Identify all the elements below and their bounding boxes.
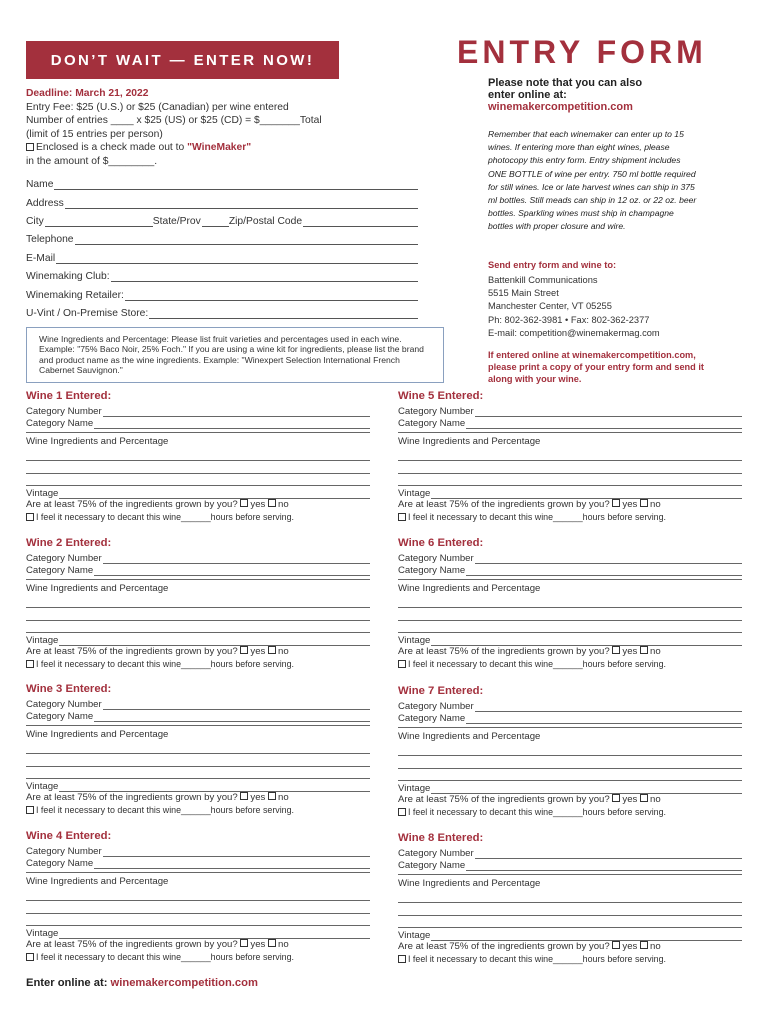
- decant-line[interactable]: I feel it necessary to decant this wine______hours before serving.: [398, 953, 742, 966]
- yes-checkbox-icon[interactable]: [240, 646, 248, 654]
- category-name-field[interactable]: Category Name: [26, 857, 370, 870]
- entry-limit: (limit of 15 entries per person): [26, 128, 163, 140]
- wine-title: Wine 3 Entered:: [26, 683, 112, 695]
- footer: Enter online at: winemakercompetition.com: [26, 977, 258, 989]
- category-number-field[interactable]: Category Number: [398, 699, 742, 712]
- vintage-field[interactable]: Vintage: [26, 486, 370, 499]
- category-number-field[interactable]: Category Number: [398, 551, 742, 564]
- category-name-field[interactable]: Category Name: [26, 564, 370, 577]
- page-title: ENTRY FORM: [457, 34, 707, 70]
- wine-title: Wine 5 Entered:: [398, 390, 484, 402]
- wine-title: Wine 8 Entered:: [398, 832, 484, 844]
- ingredients-line[interactable]: [26, 596, 370, 609]
- ingredients-line[interactable]: [398, 621, 742, 634]
- yes-checkbox-icon[interactable]: [240, 792, 248, 800]
- ingredients-label: Wine Ingredients and Percentage: [398, 436, 541, 447]
- address-field[interactable]: Address: [26, 196, 418, 209]
- online-entry-link[interactable]: winemakercompetition.com: [488, 101, 633, 113]
- category-name-line[interactable]: [26, 429, 370, 433]
- on-premise-store-field[interactable]: U-Vint / On-Premise Store:: [26, 306, 418, 319]
- category-name-field[interactable]: Category Name: [26, 710, 370, 723]
- category-name-line[interactable]: [398, 576, 742, 580]
- ingredients-line[interactable]: [26, 474, 370, 487]
- checkbox-icon[interactable]: [26, 513, 34, 521]
- city-state-zip-field[interactable]: City State/Prov Zip/Postal Code: [26, 214, 418, 227]
- grown-question: Are at least 75% of the ingredients grown by you? yes no: [398, 498, 661, 510]
- decant-line[interactable]: I feel it necessary to decant this wine______hours before serving.: [26, 804, 370, 817]
- category-name-field[interactable]: Category Name: [398, 564, 742, 577]
- category-name-field[interactable]: Category Name: [398, 417, 742, 430]
- wine-title: Wine 7 Entered:: [398, 685, 484, 697]
- decant-line[interactable]: I feel it necessary to decant this wine______hours before serving.: [26, 951, 370, 964]
- ingredients-label: Wine Ingredients and Percentage: [398, 583, 541, 594]
- checkbox-icon[interactable]: [26, 660, 34, 668]
- ingredients-line[interactable]: [398, 903, 742, 916]
- ingredients-line[interactable]: [26, 914, 370, 927]
- ingredients-line[interactable]: [26, 461, 370, 474]
- no-checkbox-icon[interactable]: [268, 499, 276, 507]
- check-amount: in the amount of $________.: [26, 155, 158, 167]
- ingredients-line[interactable]: [398, 769, 742, 782]
- decant-line[interactable]: I feel it necessary to decant this wine______hours before serving.: [398, 806, 742, 819]
- grown-question: Are at least 75% of the ingredients grown by you? yes no: [26, 938, 289, 950]
- ingredients-line[interactable]: [398, 608, 742, 621]
- category-name-line[interactable]: [26, 869, 370, 873]
- checkbox-icon[interactable]: [398, 660, 406, 668]
- ingredients-label: Wine Ingredients and Percentage: [26, 876, 169, 887]
- grown-question: Are at least 75% of the ingredients grown by you? yes no: [26, 791, 289, 803]
- category-name-line[interactable]: [26, 576, 370, 580]
- wine-title: Wine 2 Entered:: [26, 537, 112, 549]
- ingredients-label: Wine Ingredients and Percentage: [26, 729, 169, 740]
- decant-line[interactable]: I feel it necessary to decant this wine______hours before serving.: [26, 511, 370, 524]
- no-checkbox-icon[interactable]: [640, 646, 648, 654]
- ingredients-line[interactable]: [26, 742, 370, 755]
- online-note-heading: Please note that you can also enter online at:: [488, 77, 643, 101]
- checkbox-icon[interactable]: [398, 513, 406, 521]
- checkbox-icon[interactable]: [398, 955, 406, 963]
- checkbox-icon[interactable]: [26, 806, 34, 814]
- category-name-line[interactable]: [398, 429, 742, 433]
- deadline: Deadline: March 21, 2022: [26, 88, 149, 99]
- ingredients-line[interactable]: [398, 461, 742, 474]
- vintage-field[interactable]: Vintage: [398, 633, 742, 646]
- no-checkbox-icon[interactable]: [640, 941, 648, 949]
- wine-entry-1: [26, 389, 370, 524]
- wine-title: Wine 4 Entered:: [26, 830, 112, 842]
- name-field[interactable]: Name: [26, 177, 418, 190]
- ingredients-line[interactable]: [398, 474, 742, 487]
- ingredients-line[interactable]: [26, 608, 370, 621]
- no-checkbox-icon[interactable]: [268, 646, 276, 654]
- category-number-field[interactable]: Category Number: [26, 844, 370, 857]
- number-of-entries: Number of entries ____ x $25 (US) or $25 (CD) = $_______Total: [26, 115, 322, 127]
- category-name-field[interactable]: Category Name: [398, 859, 742, 872]
- yes-checkbox-icon[interactable]: [240, 939, 248, 947]
- ingredients-line[interactable]: [398, 744, 742, 757]
- decant-line[interactable]: I feel it necessary to decant this wine______hours before serving.: [26, 658, 370, 671]
- checkbox-icon[interactable]: [398, 808, 406, 816]
- ingredients-line[interactable]: [26, 449, 370, 462]
- grown-question: Are at least 75% of the ingredients grown by you? yes no: [26, 645, 289, 657]
- ingredients-label: Wine Ingredients and Percentage: [398, 878, 541, 889]
- entry-fee: Entry Fee: $25 (U.S.) or $25 (Canadian) per wine entered: [26, 101, 289, 113]
- winemaking-retailer-field[interactable]: Winemaking Retailer:: [26, 288, 418, 301]
- wine-entry-5: [398, 389, 742, 524]
- category-number-field[interactable]: Category Number: [398, 846, 742, 859]
- footer-link[interactable]: winemakercompetition.com: [110, 977, 258, 989]
- mailing-address: [488, 274, 660, 340]
- decant-line[interactable]: I feel it necessary to decant this wine______hours before serving.: [398, 511, 742, 524]
- vintage-field[interactable]: Vintage: [26, 633, 370, 646]
- ingredients-line[interactable]: [26, 754, 370, 767]
- address-line: Manchester Center, VT 05255: [488, 301, 612, 312]
- ingredients-instructions: Wine Ingredients and Percentage: Please list fruit varieties and percentages used in each wine. Example: "75% Baco Noir, 25% Foch." If you are using a wine kit for ingredients, please list the brand and product name as the wine ingredients. Example: "Winexpert Selection International French Cabernet Sauvignon.": [26, 327, 444, 383]
- ingredients-label: Wine Ingredients and Percentage: [26, 583, 169, 594]
- grown-question: Are at least 75% of the ingredients grown by you? yes no: [398, 645, 661, 657]
- ingredients-line[interactable]: [398, 891, 742, 904]
- category-name-field[interactable]: Category Name: [398, 712, 742, 725]
- vintage-field[interactable]: Vintage: [398, 781, 742, 794]
- telephone-field[interactable]: Telephone: [26, 232, 418, 245]
- grown-question: Are at least 75% of the ingredients grown by you? yes no: [26, 498, 289, 510]
- checkbox-icon[interactable]: [26, 953, 34, 961]
- wine-entry-8: [398, 831, 742, 966]
- email-field[interactable]: E-Mail: [26, 251, 418, 264]
- left-info: [26, 87, 322, 169]
- category-name-field[interactable]: Category Name: [26, 417, 370, 430]
- ingredients-line[interactable]: [398, 449, 742, 462]
- category-number-field[interactable]: Category Number: [26, 551, 370, 564]
- category-name-line[interactable]: [26, 722, 370, 726]
- ingredients-label: Wine Ingredients and Percentage: [26, 436, 169, 447]
- ingredients-line[interactable]: [26, 767, 370, 780]
- yes-checkbox-icon[interactable]: [612, 941, 620, 949]
- wine-entry-7: [398, 684, 742, 819]
- vintage-field[interactable]: Vintage: [398, 486, 742, 499]
- category-name-line[interactable]: [398, 724, 742, 728]
- ingredients-line[interactable]: [398, 756, 742, 769]
- category-number-field[interactable]: Category Number: [26, 404, 370, 417]
- wine-entry-4: [26, 829, 370, 964]
- checkbox-icon[interactable]: [26, 143, 34, 151]
- winemaking-club-field[interactable]: Winemaking Club:: [26, 269, 418, 282]
- vintage-field[interactable]: Vintage: [398, 928, 742, 941]
- ingredients-line[interactable]: [398, 596, 742, 609]
- yes-checkbox-icon[interactable]: [612, 794, 620, 802]
- grown-question: Are at least 75% of the ingredients grown by you? yes no: [398, 793, 661, 805]
- category-number-field[interactable]: Category Number: [398, 404, 742, 417]
- ingredients-line[interactable]: [26, 901, 370, 914]
- ingredients-line[interactable]: [26, 889, 370, 902]
- wine-entry-6: [398, 536, 742, 671]
- decant-line[interactable]: I feel it necessary to decant this wine______hours before serving.: [398, 658, 742, 671]
- grown-question: Are at least 75% of the ingredients grown by you? yes no: [398, 940, 661, 952]
- address-line: Battenkill Communications: [488, 275, 598, 285]
- wine-entry-3: [26, 682, 370, 817]
- vintage-field[interactable]: Vintage: [26, 779, 370, 792]
- no-checkbox-icon[interactable]: [268, 939, 276, 947]
- category-number-field[interactable]: Category Number: [26, 697, 370, 710]
- yes-checkbox-icon[interactable]: [240, 499, 248, 507]
- enter-now-banner: DON’T WAIT — ENTER NOW!: [26, 41, 339, 79]
- shipping-instructions: Remember that each winemaker can enter up to 15 wines. If entering more than eight wines, please photocopy this entry form. Entry shipment includes ONE BOTTLE of wine per entry. 750 ml bottle required for still wines. Ice or late harvest wines can ship in 375 ml bottles. Still meads can ship in 12 oz. or 22 oz. beer bottles. Sparkling wines must ship in champagne bottles with proper closure and wire.: [488, 129, 697, 232]
- category-name-line[interactable]: [398, 871, 742, 875]
- no-checkbox-icon[interactable]: [268, 792, 276, 800]
- wine-entry-2: [26, 536, 370, 671]
- no-checkbox-icon[interactable]: [640, 794, 648, 802]
- wine-title: Wine 6 Entered:: [398, 537, 484, 549]
- vintage-field[interactable]: Vintage: [26, 926, 370, 939]
- ingredients-line[interactable]: [398, 916, 742, 929]
- send-to-heading: Send entry form and wine to:: [488, 260, 617, 270]
- address-line: 5515 Main Street: [488, 288, 559, 299]
- check-enclosed[interactable]: Enclosed is a check made out to "WineMaker": [26, 141, 322, 155]
- address-line: E-mail: competition@winemakermag.com: [488, 327, 660, 338]
- ingredients-label: Wine Ingredients and Percentage: [398, 731, 541, 742]
- yes-checkbox-icon[interactable]: [612, 646, 620, 654]
- wine-title: Wine 1 Entered:: [26, 390, 112, 402]
- no-checkbox-icon[interactable]: [640, 499, 648, 507]
- ingredients-line[interactable]: [26, 621, 370, 634]
- yes-checkbox-icon[interactable]: [612, 499, 620, 507]
- address-line: Ph: 802-362-3981 • Fax: 802-362-2377: [488, 314, 650, 325]
- online-print-note: If entered online at winemakercompetition.com, please print a copy of your entry form and send it along with your wine.: [488, 350, 704, 384]
